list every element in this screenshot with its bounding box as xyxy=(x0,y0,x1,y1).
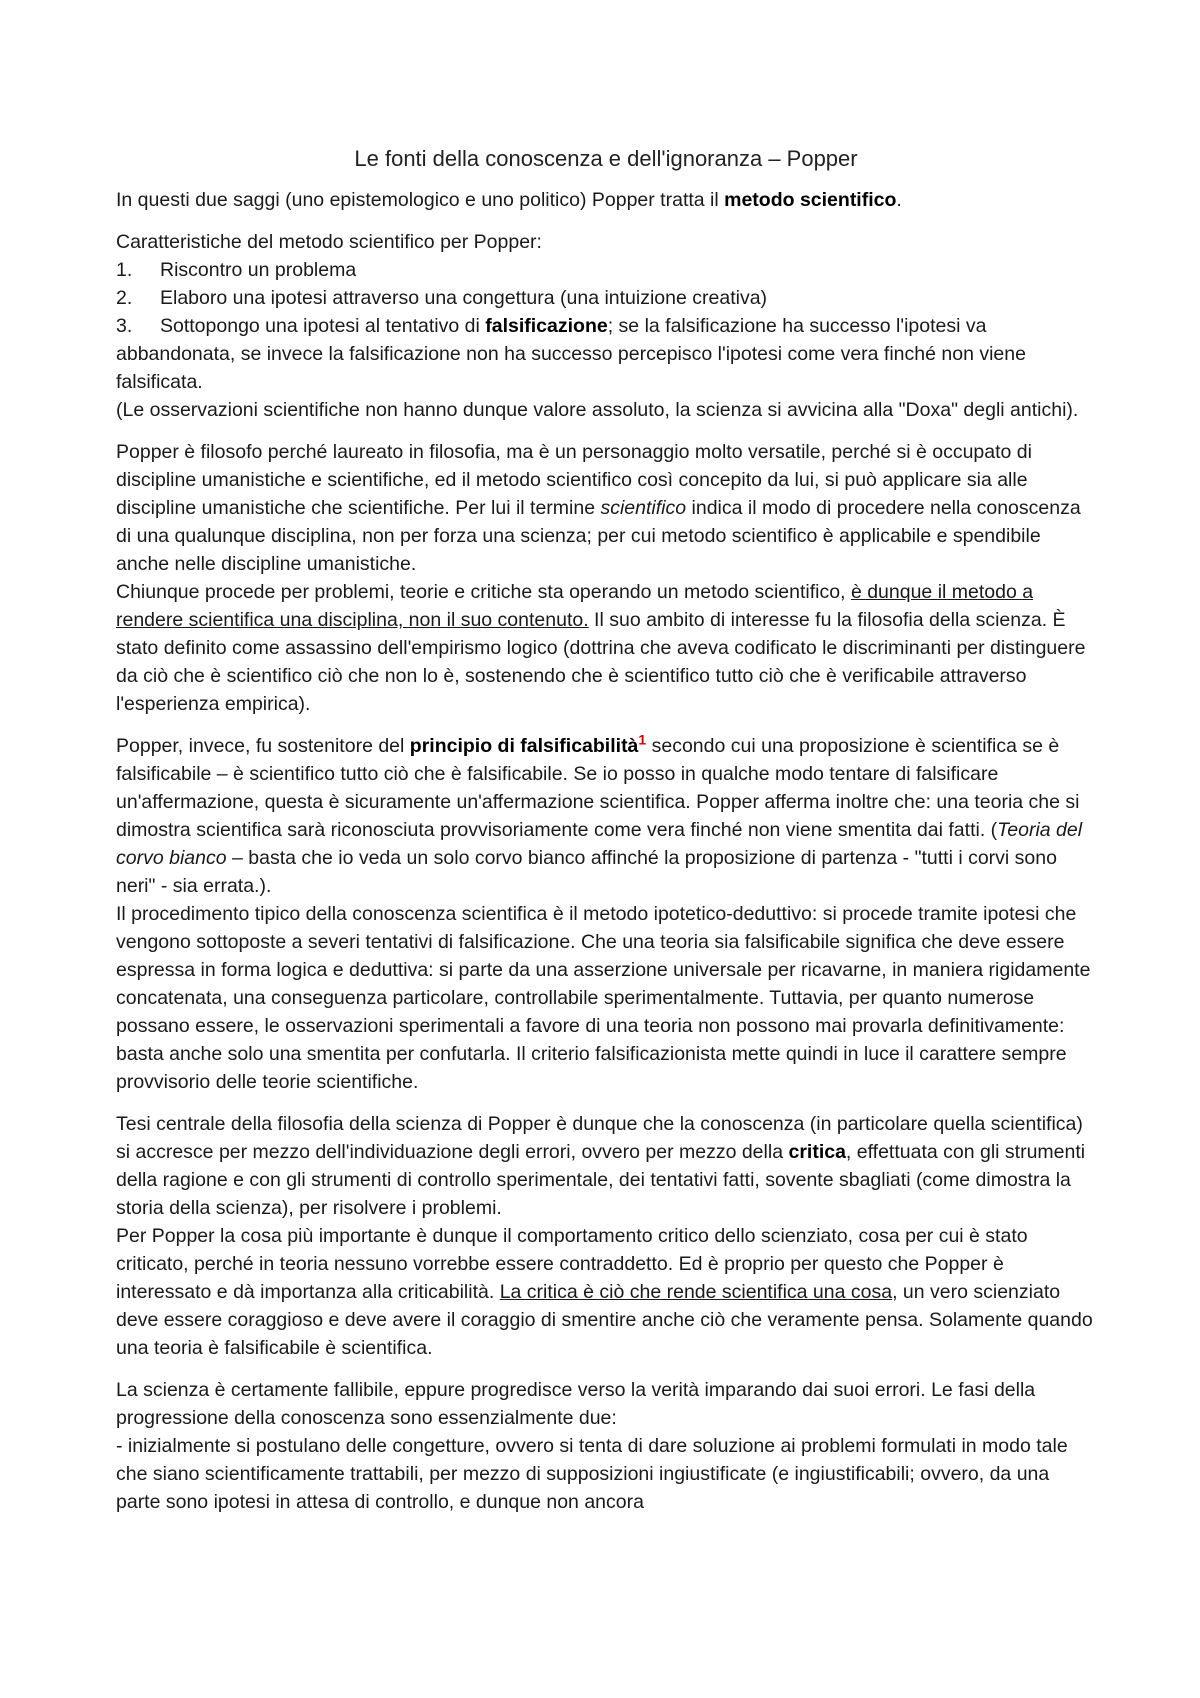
text-run: Tesi centrale della filosofia della scienza di Popper è dunque che la conoscenza (in particolare quella scientifica) si accresce per mezzo dell'individuazione degli errori, ovvero per mezzo della xyxy=(116,1113,1083,1163)
falsification-term: falsificazione xyxy=(485,315,608,337)
method-item-3 xyxy=(116,312,1096,396)
paragraph-text xyxy=(116,578,1096,718)
underlined-statement: La critica è ciò che rende scientifica una cosa xyxy=(499,1281,893,1303)
paragraph-text: - inizialmente si postulano delle congetture, ovvero si tenta di dare soluzione ai problemi formulati in modo tale che siano scientificamente trattabili, per mezzo di supposizioni ingiustificate (e ingiustificabili; ovvero, da una parte sono ipotesi in attesa di controllo, e dunque non ancora xyxy=(116,1435,1068,1513)
item-number: 1. xyxy=(116,259,133,281)
paragraph-2 xyxy=(116,438,1096,718)
item-text: Sottopongo una ipotesi al tentativo di xyxy=(160,315,486,337)
principle-term: principio di falsificabilità xyxy=(409,735,639,757)
intro-paragraph xyxy=(116,186,1096,214)
text-run: secondo cui una proposizione è scientifica se è falsificabile – è scientifico tutto ciò che è falsificabile. Se io posso in qualche modo tentare di falsificare un'affermazione, questa è sicuramente un'affermazione scientifica. Popper afferma inoltre che: una teoria che si dimostra scientifica sarà riconosciuta provvisoriamente come vera finché non viene smentita dai fatti. ( xyxy=(116,735,1080,841)
text-run: Chiunque procede per problemi, teorie e critiche sta operando un metodo scientifico, xyxy=(116,581,851,603)
document-body xyxy=(116,144,1096,1530)
method-note: (Le osservazioni scientifiche non hanno dunque valore assoluto, la scienza si avvicina alla "Doxa" degli antichi). xyxy=(116,399,1079,421)
item-text: Elaboro una ipotesi attraverso una congettura (una intuizione creativa) xyxy=(160,287,768,309)
text-run: Popper è filosofo perché laureato in filosofia, ma è un personaggio molto versatile, perché si è occupato di discipline umanistiche e scientifiche, ed il metodo scientifico così concepito da lui, si può applicare sia alle discipline umanistiche che scientifiche. Per lui il termine xyxy=(116,441,1032,519)
text-run: indica il modo di procedere nella conoscenza di una qualunque disciplina, non per forza una scienza; per cui metodo scientifico è applicabile e spendibile anche nelle discipline umanistiche. xyxy=(116,497,1081,575)
document-title: Le fonti della conoscenza e dell'ignoranza – Popper xyxy=(354,146,858,171)
method-heading: Caratteristiche del metodo scientifico per Popper: xyxy=(116,231,542,253)
text-run: , effettuata con gli strumenti della ragione e con gli strumenti di controllo sperimentale, dei tentativi fatti, sovente sbagliati (come dimostra la storia della scienza), per risolvere i problemi. xyxy=(116,1141,1086,1219)
paragraph-3 xyxy=(116,732,1096,1096)
paragraph-text: Il procedimento tipico della conoscenza scientifica è il metodo ipotetico-deduttivo: si procede tramite ipotesi che vengono sottoposte a severi tentativi di falsificazione. Che una teoria sia falsificabile significa che deve essere espressa in forma logica e deduttiva: si parte da una asserzione universale per ricavarne, in maniera rigidamente concatenata, una conseguenza particolare, controllabile sperimentalmente. Tuttavia, per quanto numerose possano essere, le osservazioni sperimentali a favore di una teoria non possono mai provarla definitivamente: basta anche solo una smentita per confutarla. Il criterio falsificazionista mette quindi in luce il carattere sempre provvisorio delle teorie scientifiche. xyxy=(116,903,1091,1093)
paragraph-5 xyxy=(116,1376,1096,1516)
method-item-2 xyxy=(116,284,1096,312)
item-number: 3. xyxy=(116,315,133,337)
text-run: – basta che io veda un solo corvo bianco affinché la proposizione di partenza - "tutti i corvi sono neri" - sia errata.). xyxy=(116,847,1057,897)
critique-term: critica xyxy=(788,1141,846,1163)
paragraph-text xyxy=(116,1222,1096,1362)
item-text: Riscontro un problema xyxy=(160,259,357,281)
paragraph-text xyxy=(116,1110,1096,1222)
text-run: , un vero scienziato deve essere coraggioso e deve avere il coraggio di smentire anche ciò che veramente pensa. Solamente quando una teoria è falsificabile è scientifica. xyxy=(116,1281,1093,1359)
paragraph-text: La scienza è certamente fallibile, eppure progredisce verso la verità imparando dai suoi errori. Le fasi della progressione della conoscenza sono essenzialmente due: xyxy=(116,1379,1036,1429)
intro-bold-term: metodo scientifico xyxy=(724,189,897,211)
method-item-1 xyxy=(116,256,1096,284)
italic-term: Teoria del corvo bianco xyxy=(116,819,1083,869)
footnote-marker[interactable]: 1 xyxy=(638,731,647,748)
paragraph-4 xyxy=(116,1110,1096,1362)
item-text: ; se la falsificazione ha successo l'ipotesi va abbandonata, se invece la falsificazione non ha successo percepisco l'ipotesi come vera finché non viene falsificata. xyxy=(116,315,1026,393)
paragraph-text xyxy=(116,438,1096,578)
italic-term: scientifico xyxy=(600,497,687,519)
text-run: Il suo ambito di interesse fu la filosofia della scienza. È stato definito come assassino dell'empirismo logico (dottrina che aveva codificato le discriminanti per distinguere da ciò che è scientifico ciò che non lo è, sostenendo che è scientifico tutto ciò che è verificabile attraverso l'esperienza empirica). xyxy=(116,609,1086,715)
text-run: Per Popper la cosa più importante è dunque il comportamento critico dello scienziato, cosa per cui è stato criticato, perché in teoria nessuno vorrebbe essere contraddetto. Ed è proprio per questo che Popper è interessato e dà importanza alla criticabilità. xyxy=(116,1225,1028,1303)
intro-text: In questi due saggi (uno epistemologico e uno politico) Popper tratta il xyxy=(116,189,725,211)
paragraph-text xyxy=(116,732,1096,900)
item-number: 2. xyxy=(116,287,133,309)
text-run: Popper, invece, fu sostenitore del xyxy=(116,735,410,757)
intro-end: . xyxy=(896,189,902,211)
underlined-statement: è dunque il metodo a rendere scientifica una disciplina, non il suo contenuto. xyxy=(116,581,1034,631)
method-section xyxy=(116,228,1096,424)
